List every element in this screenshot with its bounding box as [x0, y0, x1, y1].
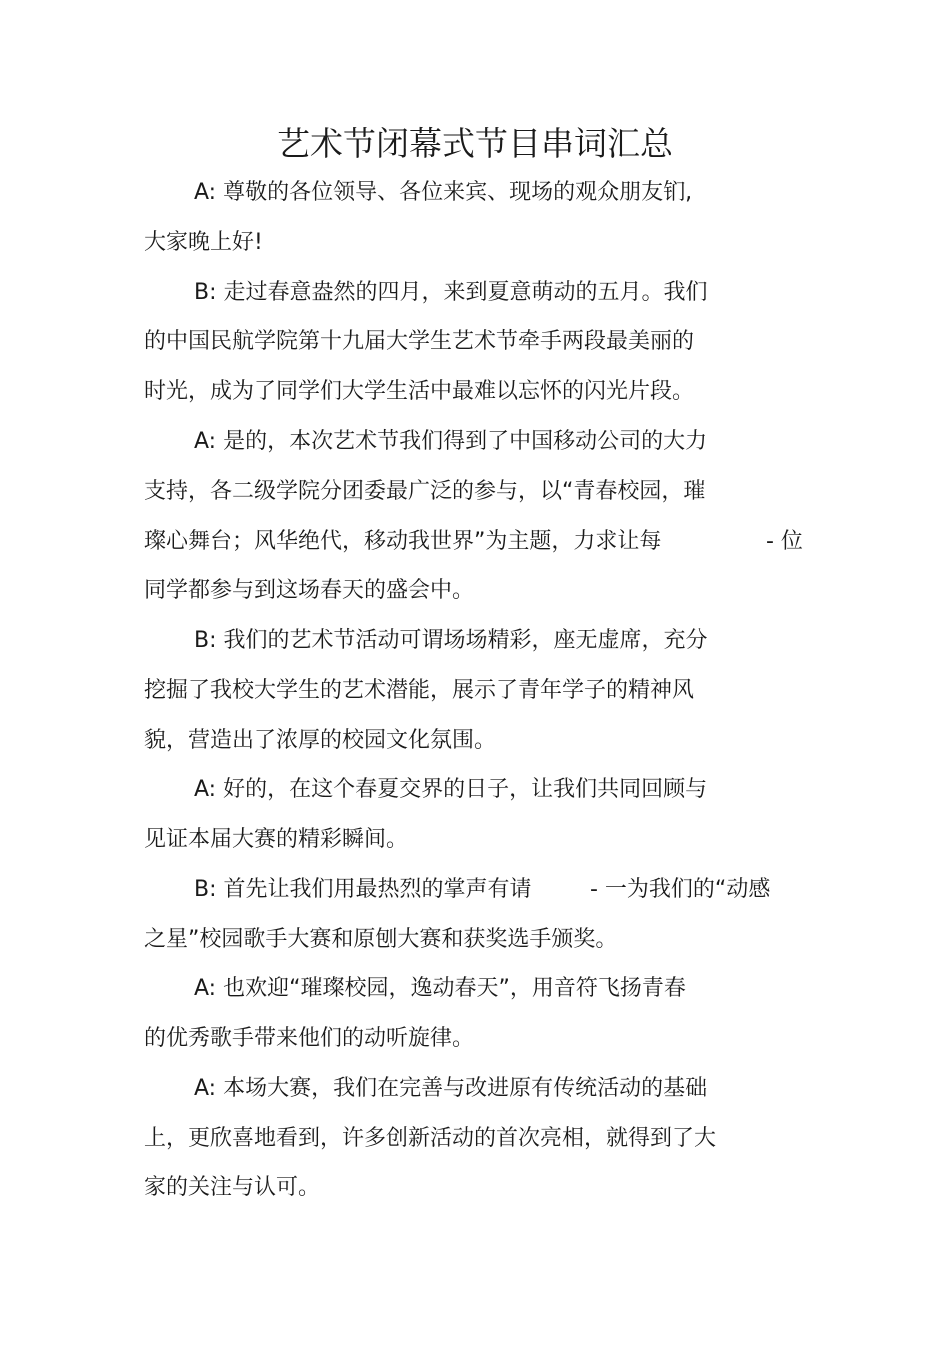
text-line-fragment: - 位: [766, 529, 803, 554]
text-line: 家的关注与认可。: [144, 1175, 321, 1200]
text-line: B: 走过春意盎然的四月，来到夏意萌动的五月。我们: [194, 280, 708, 305]
text-line: A: 本场大赛，我们在完善与改进原有传统活动的基础: [194, 1076, 708, 1101]
text-line: 挖掘了我校大学生的艺术潜能，展示了青年学子的精神风: [144, 678, 695, 703]
text-line: 时光，成为了同学们大学生活中最难以忘怀的闪光片段。: [144, 379, 695, 404]
text-line: B: 我们的艺术节活动可谓场场精彩，座无虚席，充分: [194, 628, 708, 653]
text-line: 貌，营造出了浓厚的校园文化氛围。: [144, 728, 497, 753]
text-line: A: 是的，本次艺术节我们得到了中国移动公司的大力: [194, 429, 708, 454]
text-line: A: 也欢迎“璀璨校园，逸动春天”，用音符飞扬青春: [194, 976, 686, 1001]
text-line: A: 好的，在这个春夏交界的日子，让我们共同回顾与: [194, 777, 708, 802]
text-line-fragment: - 一为我们的“动感: [590, 877, 771, 902]
text-line: 的优秀歌手带来他们的动听旋律。: [144, 1026, 475, 1051]
text-line: 支持，各二级学院分团委最广泛的参与，以“青春校园，璀: [144, 479, 706, 504]
text-line: A: 尊敬的各位领导、各位来宾、现场的观众朋友钔,: [194, 180, 693, 205]
text-line: 之星”校园歌手大赛和原刨大赛和获奖选手颁奖。: [144, 927, 618, 952]
text-line: 大家晚上好!: [144, 230, 263, 255]
text-line: 上，更欣喜地看到，许多创新活动的首次亮相，就得到了大: [144, 1126, 717, 1151]
document-title: 艺术节闭幕式节目串词汇总: [277, 124, 673, 163]
text-line: 同学都参与到这场春天的盛会中。: [144, 578, 475, 603]
text-line: 的中国民航学院第十九届大学生艺术节牵手两段最美丽的: [144, 329, 695, 354]
text-line: 见证本届大赛的精彩瞬间。: [144, 827, 409, 852]
text-line: B: 首先让我们用最热烈的掌声有请: [194, 877, 532, 902]
text-line: 璨心舞台；风华绝代，移动我世界”为主题，力求让每: [144, 529, 662, 554]
